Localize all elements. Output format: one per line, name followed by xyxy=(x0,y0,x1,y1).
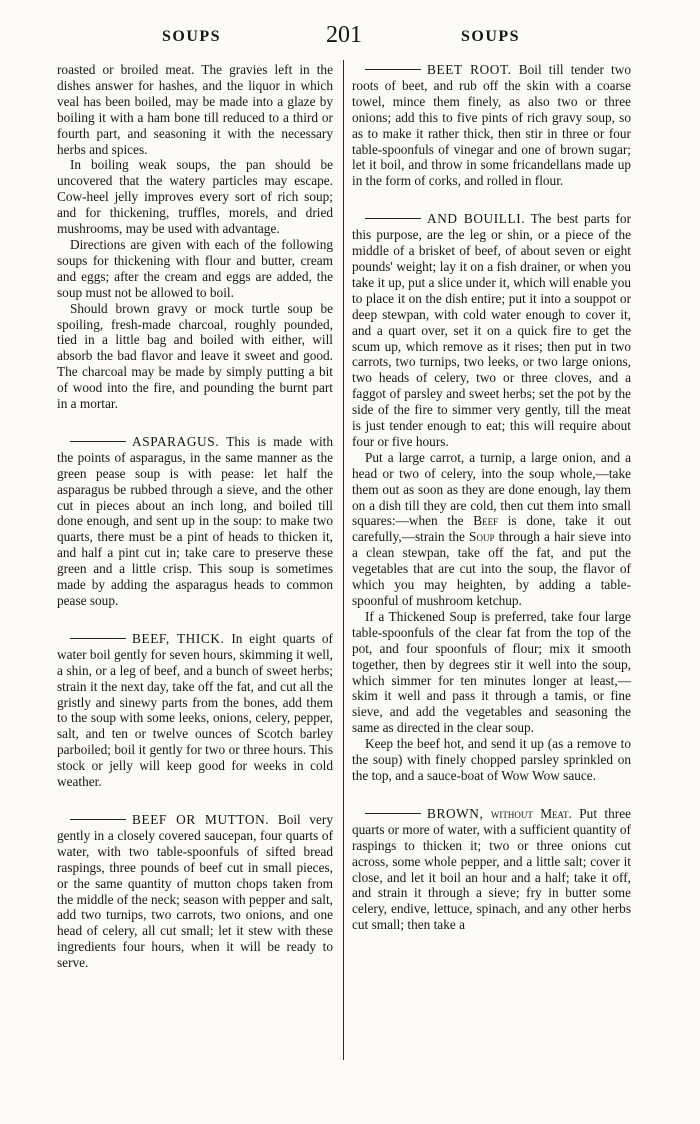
entry-heading: BEEF, THICK. xyxy=(132,630,225,646)
entry-heading: AND BOUILLI. xyxy=(427,211,526,227)
soup-word: Soup xyxy=(469,529,495,545)
entry-text: Put three quarts or more of water, with a sufficient quantity of raspings to thicken it; two or three onions cut across, some whole pepper, and a little salt; cover it close, and let it boil an hour and a half; take it off, and strain it through a sieve; fry in butter some celery, endive, lettuce, spinach, and any other herbs cut small; then take a xyxy=(352,805,631,933)
entry-text: This is made with the points of asparagus, in the same manner as the green pease soup is with pease: let half the asparagus be rubbed through a sieve, and the other cut in pieces about an inch long, and boiled till done enough, and sent up in the soup: to make two quarts, there must be a pint of heads to thicken it, and half a pint cut in; take care to preserve these green and a little crisp. This soup is sometimes made by adding the asparagus heads to common pease soup. xyxy=(57,433,333,608)
entry-text: In eight quarts of water boil gently for seven hours, skimming it well, a shin, or a leg of beef, and a bunch of sweet herbs; strain it the next day, take off the fat, and cut all the gristly and sinewy parts from the bones, add them to the soup with some leeks, onions, celery, pepper, salt, and ten or twelve ounces of Scotch barley parboiled; boil it gently for two or three hours. This stock or jelly will keep good for weeks in cold weather. xyxy=(57,630,333,790)
running-title-left: SOUPS xyxy=(162,28,222,45)
entry-text: Boil very gently in a closely covered saucepan, four quarts of water, with two table-spoonfuls of sifted bread raspings, three pounds of beef cut in small pieces, or the same quantity of mutton chops taken from the middle of the neck; season with pepper and salt, add two turnips, two carrots, two onions, and one head of celery, all cut small; let it stew with these ingredients four hours, when it will be ready to serve. xyxy=(57,811,334,971)
left-column xyxy=(57,62,333,971)
column-divider xyxy=(343,60,344,1060)
running-title-right: SOUPS xyxy=(461,28,521,45)
intro-paragraph: Directions are given with each of the following soups for thickening with flour and butter, cream and eggs; after the cream and eggs are added, the soup must not be allowed to boil. xyxy=(57,236,333,300)
right-column xyxy=(352,62,631,933)
entry-heading: BEEF OR MUTTON. xyxy=(132,811,270,827)
entry-beef-thick xyxy=(57,631,333,790)
entry-text: Boil till tender two roots of beet, and rub off the skin with a coarse towel, mince them finely, as also two or three onions; add this to five pints of rich gravy soup, so as to make it rather thick, then stir in three or four table-spoonfuls of vinegar and one of brown sugar; let it boil, and throw in some fricandellans made up in the form of corks, and rolled in flour. xyxy=(352,62,631,189)
entry-text: The best parts for this purpose, are the leg or shin, or a piece of the middle of a brisket of beef, of about seven or eight pounds' weight; lay it on a fish drainer, or when you take it up, put a slice under it, which will enable you to place it on the dish entire; put it into a souppot or deep stewpan, with cold water enough to cover it, and a quart over, set it on a quick fire to get the scum up, which remove as it rises; then put in two carrots, two turnips, two leeks, or two large onions, two heads of celery, two or three cloves, and a faggot of parsley and sweet herbs; set the pot by the side of the fire to simmer very gently, till the meat is just tender enough to eat; this will require about four or five hours. xyxy=(352,211,631,449)
ditto-dash xyxy=(365,69,421,70)
entry-subheading: without Meat. xyxy=(490,805,572,821)
beef-word: Beef xyxy=(473,513,499,529)
entry-asparagus xyxy=(57,434,333,609)
page-header xyxy=(0,22,700,52)
entry-beet-root xyxy=(352,62,631,189)
intro-paragraph: roasted or broiled meat. The gravies left in the dishes answer for hashes, and the liquor in which veal has been boiled, may be made into a glaze by boiling it with a ham bone till reduced to a third or fourth part, and seasoning it with the necessary herbs and spices. xyxy=(57,62,333,157)
page-number: 201 xyxy=(326,22,362,48)
entry-paragraph: If a Thickened Soup is preferred, take four large table-spoonfuls of the clear fat from the top of the pot, and four spoonfuls of flour; mix it smooth together, then by degrees stir it well into the soup, which simmer for ten minutes longer at least,—skim it well and pass it through a tamis, or fine sieve, and add the vegetables and seasoning the same as directed in the clear soup. xyxy=(352,608,631,736)
entry-beef-or-mutton xyxy=(57,812,333,971)
entry-paragraph: Keep the beef hot, and send it up (as a remove to the soup) with finely chopped parsley sprinkled on the top, and a sauce-boat of Wow Wow sauce. xyxy=(352,736,631,783)
entry-heading: ASPARAGUS. xyxy=(132,433,220,449)
ditto-dash xyxy=(365,218,421,219)
entry-and-bouilli xyxy=(352,211,631,784)
entry-heading: BEET ROOT. xyxy=(427,62,512,77)
entry-brown xyxy=(352,806,631,933)
ditto-dash xyxy=(70,638,126,639)
ditto-dash xyxy=(70,441,126,442)
ditto-dash xyxy=(70,819,126,820)
entry-heading: BROWN, xyxy=(427,805,484,821)
entry-paragraph: Put a large carrot, a turnip, a large onion, and a head or two of celery, into the soup whole,—take them out as soon as they are done enough, lay them on a dish till they are cold, then cut them into small squares:—when the Beef is done, take it out carefully,—strain the Soup through a hair sieve into a clean stewpan, take off the fat, and put the vegetables that are cut into the soup, the flavor of which you may heighten, by adding a table-spoonful of mushroom ketchup. xyxy=(352,449,631,608)
ditto-dash xyxy=(365,813,421,814)
intro-paragraph: In boiling weak soups, the pan should be uncovered that the watery particles may escape. Cow-heel jelly improves every sort of rich soup; and for thickening, truffles, morels, and dried mushrooms, may be used with advantage. xyxy=(57,157,333,237)
intro-paragraph: Should brown gravy or mock turtle soup be spoiling, fresh-made charcoal, roughly pounded, tied in a little bag and boiled with either, will absorb the bad flavor and leave it sweet and good. The charcoal may be made by simply putting a bit of wood into the fire, and pounding the burnt part in a mortar. xyxy=(57,300,333,412)
